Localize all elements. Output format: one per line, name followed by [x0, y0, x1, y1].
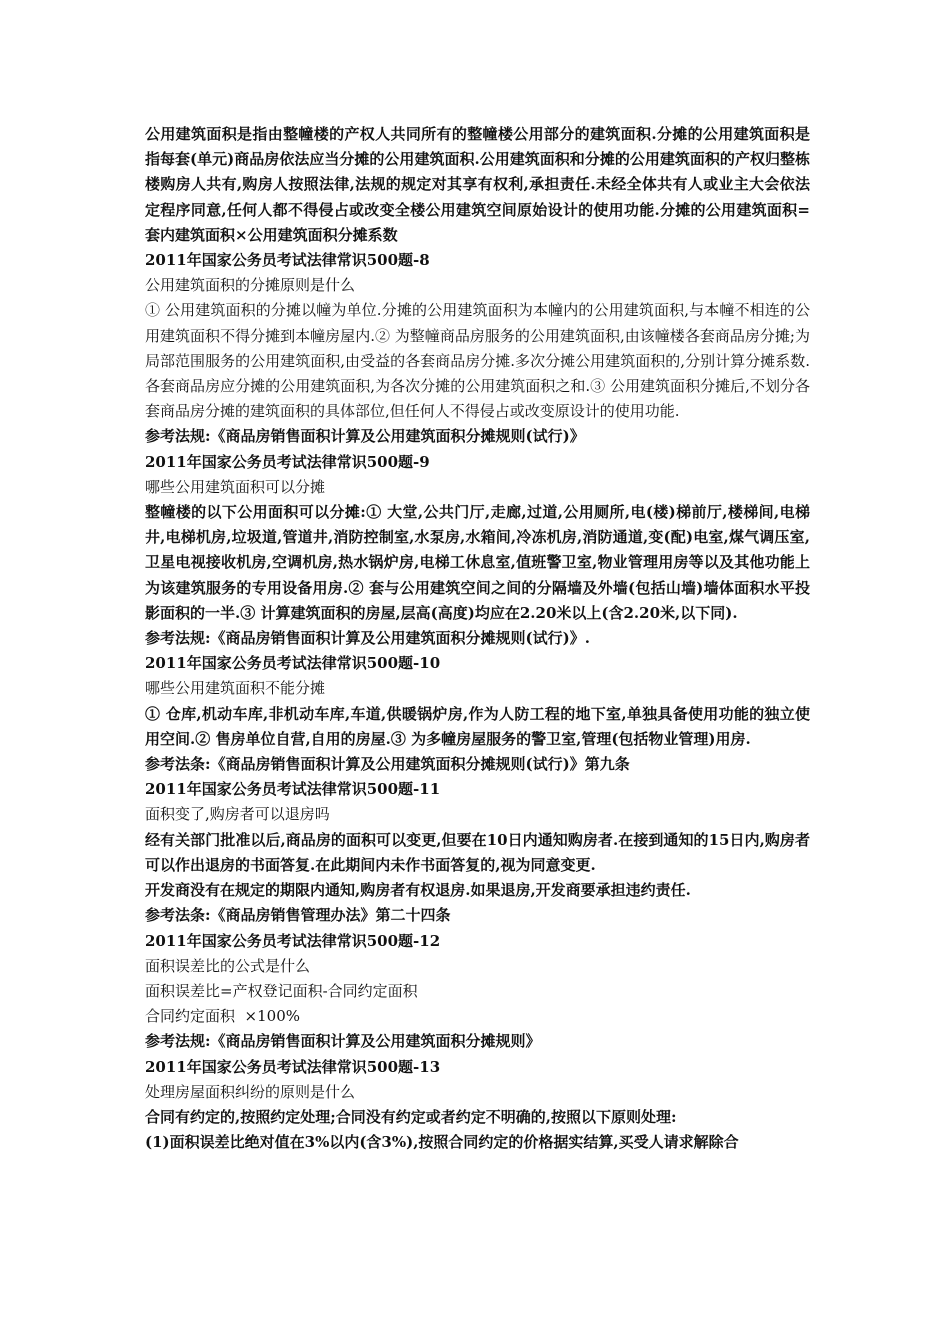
answer-10: ① 仓库,机动车库,非机动车库,车道,供暖锅炉房,作为人防工程的地下室,单独具备使用功能的独立使用空间.② 售房单位自营,自用的房屋.③ 为多幢房屋服务的警卫室,管理(包括物业管理)用房. — [145, 704, 810, 748]
formula-numerator: 面积误差比=产权登记面积-合同约定面积 — [145, 981, 418, 1000]
heading-question-13: 2011年国家公务员考试法律常识500题-13 — [145, 1057, 441, 1076]
answer-11-part-2: 开发商没有在规定的期限内通知,购房者有权退房.如果退房,开发商要承担违约责任. — [145, 881, 691, 900]
heading-question-12: 2011年国家公务员考试法律常识500题-12 — [145, 931, 441, 950]
reference-12: 参考法规:《商品房销售面积计算及公用建筑面积分摊规则》 — [145, 1032, 541, 1051]
answer-9: 整幢楼的以下公用面积可以分摊:① 大堂,公共门厅,走廊,过道,公用厕所,电(楼)梯前厅,楼梯间,电梯井,电梯机房,垃圾道,管道井,消防控制室,水泵房,水箱间,冷冻机房,消防通道,变(配)电室,煤气调压室,卫星电视接收机房,空调机房,热水锅炉房,电梯工休息室,值班警卫室,物业管理用房等以及其他功能上为该建筑服务的专用设备用房.② 套与公用建筑空间之间的分隔墙及外墙(包括山墙)墙体面积水平投影面积的一半.③ 计算建筑面积的房屋,层高(高度)均应在2.20米以上(含2.20米,以下同). — [145, 503, 810, 622]
heading-question-9: 2011年国家公务员考试法律常识500题-9 — [145, 452, 430, 471]
paragraph-public-area-definition: 公用建筑面积是指由整幢楼的产权人共同所有的整幢楼公用部分的建筑面积.分摊的公用建筑面积是指每套(单元)商品房依法应当分摊的公用建筑面积.公用建筑面积和分摊的公用建筑面积的产权归整栋楼购房人共有,购房人按照法律,法规的规定对其享有权利,承担责任.未经全体共有人或业主大会依法定程序同意,任何人都不得侵占或改变全楼公用建筑空间原始设计的使用功能.分摊的公用建筑面积=套内建筑面积×公用建筑面积分摊系数 — [145, 125, 810, 244]
reference-9: 参考法规:《商品房销售面积计算及公用建筑面积分摊规则(试行)》. — [145, 629, 590, 648]
reference-11: 参考法条:《商品房销售管理办法》第二十四条 — [145, 906, 451, 925]
question-title-11: 面积变了,购房者可以退房吗 — [145, 805, 330, 824]
reference-10: 参考法条:《商品房销售面积计算及公用建筑面积分摊规则(试行)》第九条 — [145, 755, 630, 774]
answer-11-part-1: 经有关部门批准以后,商品房的面积可以变更,但要在10日内通知购房者.在接到通知的15日内,购房者可以作出退房的书面答复.在此期间内未作书面答复的,视为同意变更. — [145, 830, 810, 874]
document-body — [145, 122, 810, 1155]
answer-13-rule-1: (1)面积误差比绝对值在3%以内(含3%),按照合同约定的价格据实结算,买受人请求解除合 — [145, 1133, 739, 1152]
answer-13-intro: 合同有约定的,按照约定处理;合同没有约定或者约定不明确的,按照以下原则处理: — [145, 1107, 677, 1126]
reference-8: 参考法规:《商品房销售面积计算及公用建筑面积分摊规则(试行)》 — [145, 427, 585, 446]
question-title-13: 处理房屋面积纠纷的原则是什么 — [145, 1082, 356, 1101]
question-title-10: 哪些公用建筑面积不能分摊 — [145, 679, 326, 698]
heading-question-8: 2011年国家公务员考试法律常识500题-8 — [145, 251, 430, 270]
question-title-12: 面积误差比的公式是什么 — [145, 956, 311, 975]
question-title-8: 公用建筑面积的分摊原则是什么 — [145, 276, 356, 295]
question-title-9: 哪些公用建筑面积可以分摊 — [145, 477, 326, 496]
heading-question-11: 2011年国家公务员考试法律常识500题-11 — [145, 780, 441, 799]
heading-question-10: 2011年国家公务员考试法律常识500题-10 — [145, 654, 441, 673]
answer-8: ① 公用建筑面积的分摊以幢为单位.分摊的公用建筑面积为本幢内的公用建筑面积,与本幢不相连的公用建筑面积不得分摊到本幢房屋内.② 为整幢商品房服务的公用建筑面积,由该幢楼各套商品房分摊;为局部范围服务的公用建筑面积,由受益的各套商品房分摊.多次分摊公用建筑面积的,分别计算分摊系数.各套商品房应分摊的公用建筑面积,为各次分摊的公用建筑面积之和.③ 公用建筑面积分摊后,不划分各套商品房分摊的建筑面积的具体部位,但任何人不得侵占或改变原设计的使用功能. — [145, 301, 810, 421]
formula-denominator: 合同约定面积 ×100% — [145, 1007, 300, 1026]
